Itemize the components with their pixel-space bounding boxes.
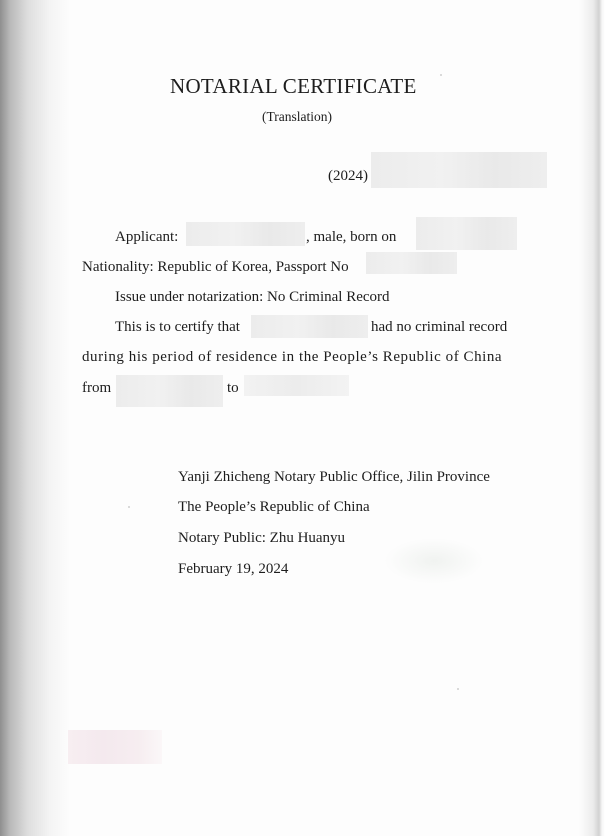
from-label: from <box>82 380 112 396</box>
redacted-corner-mark <box>68 730 162 764</box>
applicant-label: Applicant: <box>115 229 179 245</box>
nationality-line: Nationality: Republic of Korea, Passport No <box>82 259 349 275</box>
certify-start: This is to certify that <box>115 319 240 335</box>
certificate-date: February 19, 2024 <box>178 561 289 577</box>
redacted-certified-name <box>251 315 368 338</box>
document-title: NOTARIAL CERTIFICATE <box>170 74 417 98</box>
scan-speck <box>440 74 442 76</box>
applicant-gender-birth: , male, born on <box>306 229 397 245</box>
document-subtitle: (Translation) <box>262 109 332 124</box>
redacted-birth-date <box>416 217 517 250</box>
notary-public-name: Notary Public: Zhu Huanyu <box>178 530 346 546</box>
redacted-from-date <box>116 375 223 407</box>
to-label: to <box>227 380 239 396</box>
redacted-passport-number <box>366 252 457 274</box>
issue-line: Issue under notarization: No Criminal Record <box>115 289 390 305</box>
scan-speck <box>128 506 130 508</box>
notary-country: The People’s Republic of China <box>178 499 370 515</box>
page-right-edge <box>579 0 605 836</box>
certify-end: had no criminal record <box>371 319 508 335</box>
scan-speck <box>457 688 459 690</box>
page-binding-shadow <box>0 0 70 836</box>
redacted-applicant-name <box>186 222 305 246</box>
reference-number-prefix: (2024) <box>328 168 368 184</box>
notary-office: Yanji Zhicheng Notary Public Office, Jilin Province <box>178 469 490 485</box>
redacted-to-date <box>244 375 349 396</box>
faint-seal-mark <box>384 538 484 584</box>
residence-line: during his period of residence in the People’s Republic of China <box>82 349 503 365</box>
redacted-reference-number <box>371 152 547 188</box>
